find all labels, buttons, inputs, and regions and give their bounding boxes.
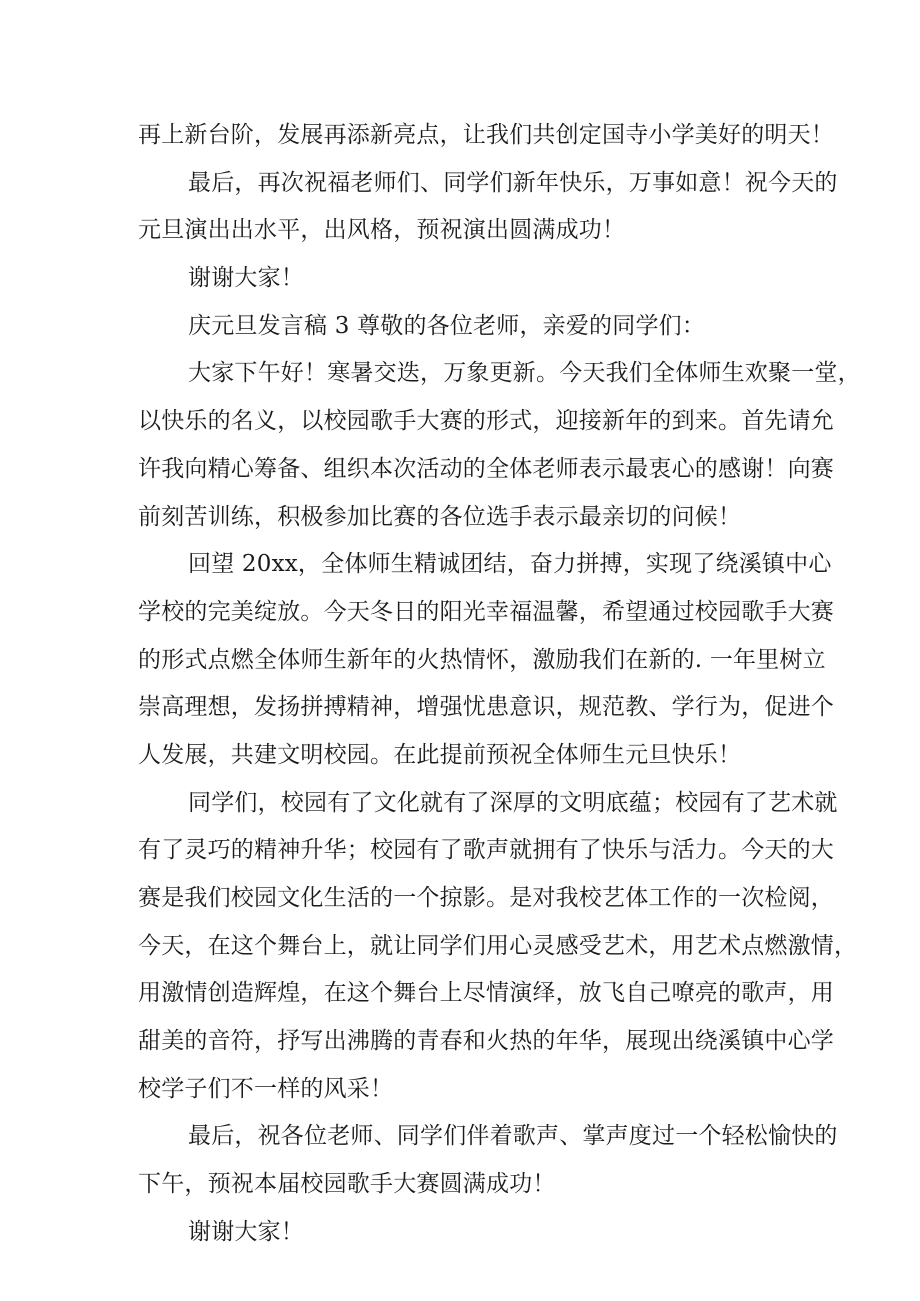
text-line: 最后，再次祝福老师们、同学们新年快乐，万事如意！祝今天的 — [188, 169, 838, 196]
section-heading-line: 庆元旦发言稿 3 尊敬的各位老师，亲爱的同学们： — [188, 312, 706, 339]
text-line: 大家下午好！寒暑交迭，万象更新。今天我们全体师生欢聚一堂， — [188, 360, 861, 387]
text-line: 学校的完美绽放。今天冬日的阳光幸福温馨，希望通过校园歌手大赛 — [138, 598, 834, 625]
text-line: 许我向精心筹备、组织本次活动的全体老师表示最衷心的感谢！向赛 — [138, 455, 834, 482]
text-line: 元旦演出出水平，出风格，预祝演出圆满成功！ — [138, 217, 626, 244]
text-line: 前刻苦训练，积极参加比赛的各位选手表示最亲切的问候！ — [138, 503, 742, 530]
document-body — [138, 112, 861, 1257]
text-line: 今天，在这个舞台上，就让同学们用心灵感受艺术，用艺术点燃激情， — [138, 932, 858, 959]
text-line: 再上新台阶，发展再添新亮点，让我们共创定国寺小学美好的明天！ — [138, 122, 834, 148]
text-line: 同学们，校园有了文化就有了深厚的文明底蕴；校园有了艺术就 — [188, 789, 838, 816]
text-line: 回望 20xx，全体师生精诚团结，奋力拼搏，实现了绕溪镇中心 — [188, 551, 832, 578]
text-line: 崇高理想，发扬拼搏精神，增强忧患意识，规范教、学行为，促进个 — [138, 694, 834, 721]
text-line: 下午，预祝本届校园歌手大赛圆满成功！ — [138, 1171, 556, 1198]
text-line: 最后，祝各位老师、同学们伴着歌声、掌声度过一个轻松愉快的 — [188, 1123, 838, 1150]
text-line: 以快乐的名义，以校园歌手大赛的形式，迎接新年的到来。首先请允 — [138, 408, 834, 435]
text-line: 赛是我们校园文化生活的一个掠影。是对我校艺体工作的一次检阅， — [138, 885, 834, 911]
text-line: 校学子们不一样的风采！ — [138, 1075, 394, 1102]
text-line: 用激情创造辉煌，在这个舞台上尽情演绎，放飞自己嘹亮的歌声，用 — [138, 980, 834, 1007]
text-line: 有了灵巧的精神升华；校园有了歌声就拥有了快乐与活力。今天的大 — [138, 837, 834, 864]
text-line: 谢谢大家！ — [188, 265, 304, 292]
text-line: 人发展，共建文明校园。在此提前预祝全体师生元旦快乐！ — [138, 741, 742, 768]
text-line: 谢谢大家！ — [188, 1218, 304, 1245]
text-line: 甜美的音符，抒写出沸腾的青春和火热的年华，展现出绕溪镇中心学 — [138, 1028, 834, 1055]
text-line: 的形式点燃全体师生新年的火热情怀，激励我们在新的. 一年里树立 — [138, 646, 826, 673]
